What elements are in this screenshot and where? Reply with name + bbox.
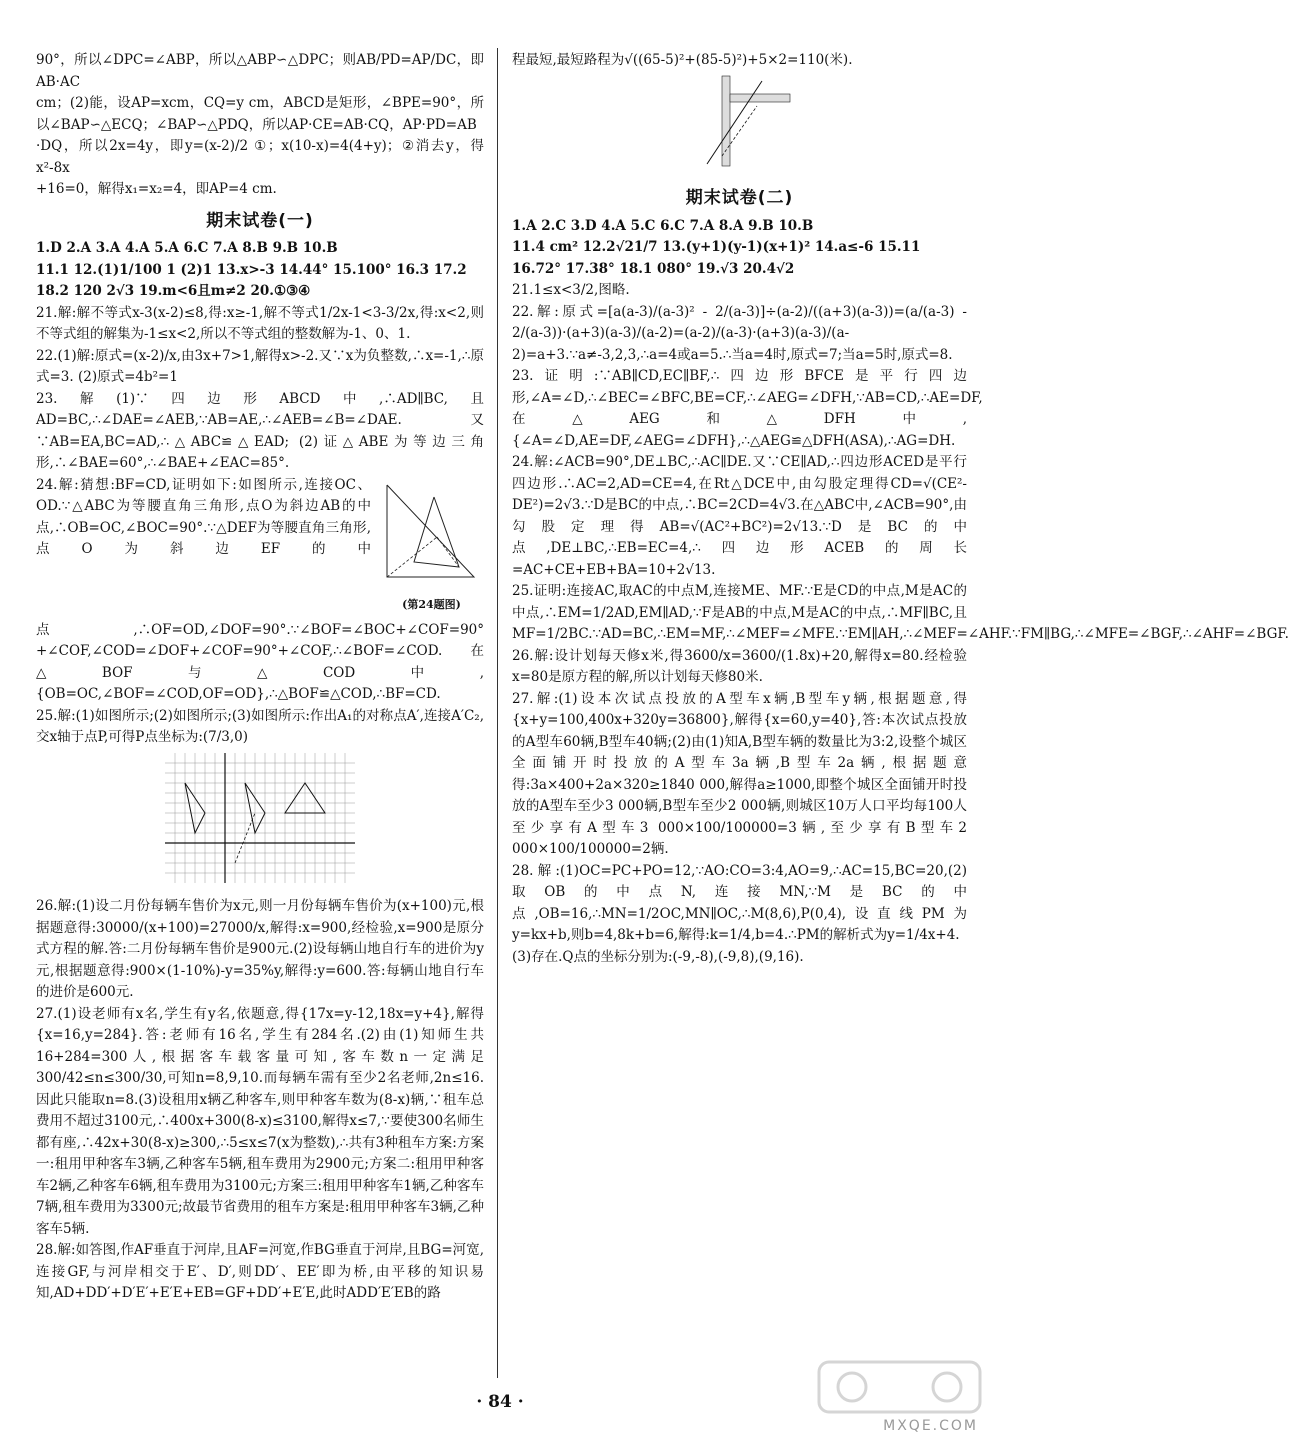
carryover-line-4: ·DQ，所以2x=4y，即y=(x-2)/2 ①；x(10-x)=4(4+y)；②消去y，得x²-8x — [36, 138, 484, 176]
exam2-fill-answers-a: 11.4 cm² 12.2√21/7 13.(y+1)(y-1)(x+1)² 14.a≤-6 15.11 — [512, 239, 921, 255]
fig28-bridge — [702, 76, 802, 179]
carryover-line-3: cm；(2)能，设AP=xcm，CQ=y cm，ABCD是矩形，∠BPE=90°，所以∠BAP∽△ECQ；∠BAP∽△PDQ，所以AP·CE=AB·CQ，AP·PD=AB — [36, 95, 484, 133]
exam2-q25: 25.证明:连接AC,取AC的中点M,连接ME、MF.∵E是CD的中点,M是AC的中点,∴EM=1/2AD,EM∥AD,∵F是AB的中点,M是AC的中点,∴MF∥BC,且MF=1/2BC.∵AD=BC,∴EM=MF,∴∠MEF=∠MFE.∵EM∥AH,∴∠MEF=∠AHF.∵FM∥BG,∴∠MFE=∠BGF,∴∠AHF=∠BGF. — [512, 583, 1289, 642]
exam2-q23: 23.证明:∵AB∥CD,EC∥BF,∴四边形BFCE是平行四边形,∠A=∠D,∴∠BEC=∠BFC,BE=CF,∴∠AEG=∠DFH,∵AB=CD,∴AE=DF,在△AEG和△DFH中,{∠A=∠D,AE=DF,∠AEG=∠DFH},∴△AEG≌△DFH(ASA),∴AG=DH. — [512, 368, 983, 449]
section-title-exam-1: 期末试卷(一) — [206, 210, 314, 231]
exam1-q21: 21.解:解不等式x-3(x-2)≤8,得:x≥-1,解不等式1/2x-1<3-3/2x,得:x<2,则不等式组的解集为-1≤x<2,所以不等式组的整数解为-1、0、1. — [36, 304, 484, 342]
exam1-q25: 25.解:(1)如图所示;(2)如图所示;(3)如图所示:作出A₁的对称点A′,连接A′C₂,交x轴于点P,可得P点坐标为:(7/3,0) — [36, 707, 484, 745]
exam1-q28-continued: 程最短,最短路程为√((65-5)²+(85-5)²)+5×2=110(米). — [512, 52, 853, 68]
exam1-q26: 26.解:(1)设二月份每辆车售价为x元,则一月份每辆车售价为(x+100)元,根据题意得:30000/(x+100)=27000/x,解得:x=900,经检验,x=900是原分式方程的解.答:二月份每辆车售价是900元.(2)设每辆山地自行车的进价为y元,根据题意得:900×(1-10%)-y=35%y,解得:y=600.答:每辆山地自行车的进价是600元. — [36, 898, 484, 1000]
exam1-fill-answers-b: 18.2 120 2√3 19.m<6且m≠2 20.①③④ — [36, 283, 311, 299]
exam1-fill-answers-a: 11.1 12.(1)1/100 1 (2)1 13.x>-3 14.44° 15.100° 16.3 17.2 — [36, 261, 467, 278]
q24-block — [36, 475, 484, 706]
exam2-q21: 21.1≤x<3/2,图略. — [512, 282, 630, 298]
exam1-q27: 27.(1)设老师有x名,学生有y名,依题意,得{17x=y-12,18x=y+4},解得{x=16,y=284}.答:老师有16名,学生有284名.(2)由(1)知师生共16+284=300人,根据客车载客量可知,客车数n一定满足300/42≤n≤300/30,可知n=8,9,10.而每辆车需有至少2名老师,2n≤16.因此只能取n=8.(3)设租用x辆乙种客车,则甲种客车数为(8-x)辆,∵租车总费用不超过3100元,∴400x+300(8-x)≤3100,解得x≤7,∵要使300名师生都有座,∴42x+30(8-x)≥300,∴5≤x≤7(x为整数),∴共有3种租车方案:方案一:租用甲种客车3辆,乙种客车5辆,租车费用为2900元;方案二:租用甲种客车2辆,乙种客车6辆,租车费用为3100元;方案三:租用甲种客车1辆,乙种客车7辆,租车费用为3300元;故最节省费用的租车方案是:租用甲种客车3辆,乙种客车5辆. — [36, 1005, 484, 1237]
fig25-coordinate-grid — [165, 753, 355, 883]
fig24 — [379, 477, 484, 616]
fig25-grid — [165, 753, 355, 891]
left-column — [36, 50, 484, 1305]
column-divider — [497, 48, 498, 1378]
exam1-q28: 28.解:如答图,作AF垂直于河岸,且AF=河宽,作BG垂直于河岸,且BG=河宽,连接GF,与河岸相交于E′、D′,则DD′、EE′即为桥,由平移的知识易知,AD+DD′+D′E′+E′E+EB=GF+DD′+E′E,此时ADD′E′EB的路 — [36, 1242, 484, 1301]
exam2-q24: 24.解:∠ACB=90°,DE⊥BC,∴AC∥DE.又∵CE∥AD,∴四边形ACED是平行四边形.∴AC=2,AD=CE=4,在Rt△DCE中,由勾股定理得CD=√(CE²-DE²)=2√3.∵D是BC的中点,∴BC=2CD=4√3.在△ABC中,∠ACB=90°,由勾股定理得AB=√(AC²+BC²)=2√13.∵D是BC的中点,DE⊥BC,∴EB=EC=4,∴四边形ACEB的周长=AC+CE+EB+BA=10+2√13. — [512, 454, 967, 578]
exam2-q26: 26.解:设计划每天修x米,得3600/x=3600/(1.8x)+20,解得x=80.经检验x=80是原方程的解,所以计划每天修80米. — [512, 647, 967, 685]
watermark-text: MXQE.COM — [883, 1418, 978, 1434]
exam2-choice-answers: 1.A 2.C 3.D 4.A 5.C 6.C 7.A 8.A 9.B 10.B — [512, 217, 814, 234]
fig28-bridge-diagram — [702, 76, 802, 171]
exam2-q28: 28.解:(1)OC=PC+PO=12,∵AO:CO=3:4,AO=9,∴AC=15,BC=20,(2)取OB的中点N,连接MN,∵M是BC的中点,OB=16,∴MN=1/2OC,MN∥OC,∴M(8,6),P(0,4),设直线PM为y=kx+b,则b=4,8k+b=6,解得:k=1/4,b=4.∴PM的解析式为y=1/4x+4. — [512, 862, 967, 943]
exam2-q27: 27.解:(1)设本次试点投放的A型车x辆,B型车y辆,根据题意,得{x+y=100,400x+320y=36800},解得{x=60,y=40},答:本次试点投放的A型车60辆,B型车40辆;(2)由(1)知A,B型车辆的数量比为3:2,设整个城区全面铺开时投放的A型车3a辆,B型车2a辆,根据题意得:3a×400+2a×320≥1840 000,解得a≥1000,即整个城区全面铺开时投放的A型车至少3 000辆,B型车至少2 000辆,则城区10万人口平均每100人至少享有A型车3 000×100/100000=3辆,至少享有B型车2 000×100/100000=2辆. — [512, 690, 967, 857]
exam2-q22: 22.解:原式=[a(a-3)/(a-3)² - 2/(a-3)]÷(a-2)/((a+3)(a-3))=(a/(a-3) - 2/(a-3))·(a+3)(a-3)/(a-2)=(a-2)/(a-3)·(a+3)(a-3)/(a-2)=a+3.∵a≠-3,2,3,∴a=4或a=5.∴当a=4时,原式=7;当a=5时,原式=8. — [512, 303, 967, 363]
page-number: · 84 · — [476, 1392, 524, 1412]
fig24-caption: (第24题图) — [402, 598, 461, 611]
fig24-diagram — [379, 477, 484, 587]
exam1-q23: 23.解(1)∵四边形ABCD中,∴AD∥BC,且AD=BC,∴∠DAE=∠AEB,∵AB=AE,∴∠AEB=∠B=∠DAE.又∵AB=EA,BC=AD,∴△ABC≌△EAD; (2)证△ABE为等边三角形,∴∠BAE=60°,∴∠BAE+∠EAC=85°. — [36, 390, 484, 471]
carryover-line-1: 90°，所以∠DPC=∠ABP，所以△ABP∽△DPC；则AB/PD=AP/DC，即AB·AC — [36, 52, 484, 90]
exam2-fill-answers-b: 16.72° 17.38° 18.1 080° 19.√3 20.4√2 — [512, 260, 795, 277]
exam1-q22: 22.(1)解:原式=(x-2)/x,由3x+7>1,解得x>-2.又∵x为负整数,∴x=-1,∴原式=3. (2)原式=4b²=1 — [36, 347, 484, 385]
section-title-exam-2: 期末试卷(二) — [685, 188, 794, 208]
exam2-q28-part3: (3)存在.Q点的坐标分别为:(-9,-8),(-9,8),(9,16). — [512, 948, 804, 965]
exam1-choice-answers: 1.D 2.A 3.A 4.A 5.A 6.C 7.A 8.B 9.B 10.B — [36, 240, 338, 256]
exam1-q24: 24.解:猜想:BF=CD,证明如下:如图所示,连接OC、OD.∵△ABC为等腰直角三角形,点O为斜边AB的中点,∴OB=OC,∠BOC=90°.∵△DEF为等腰直角三角形,点O为斜边EF的中点,∴OF=OD,∠DOF=90°.∵∠BOF=∠BOC+∠COF=90°+∠COF,∠COD=∠DOF+∠COF=90°+∠COF,∴∠BOF=∠COD.在△BOF与△COD中,{OB=OC,∠BOF=∠COD,OF=OD},∴△BOF≌△COD,∴BF=CD. — [36, 476, 484, 702]
right-column — [512, 50, 1289, 968]
carryover-line-5: +16=0，解得x₁=x₂=4，即AP=4 cm. — [36, 181, 277, 197]
